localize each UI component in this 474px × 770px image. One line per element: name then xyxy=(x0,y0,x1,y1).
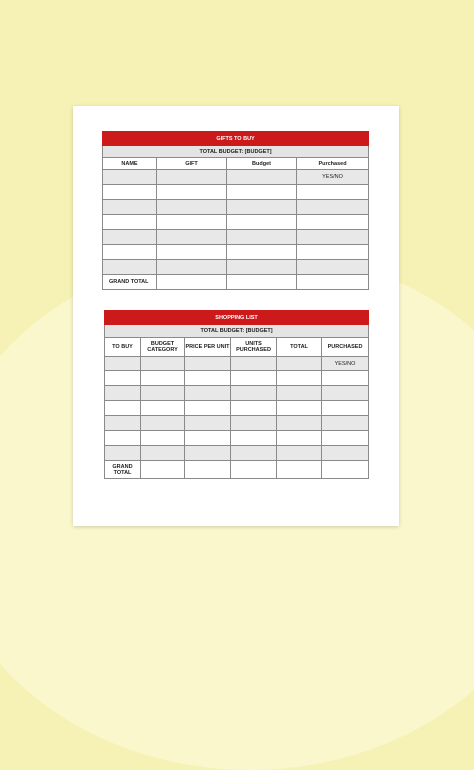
shopping-col-units-purchased: UNITS PURCHASED xyxy=(231,338,277,357)
shopping-cell[interactable] xyxy=(322,446,369,461)
shopping-cell[interactable] xyxy=(141,446,185,461)
gifts-col-purchased: Purchased xyxy=(297,158,369,170)
shopping-cell[interactable] xyxy=(105,371,141,386)
shopping-cell[interactable] xyxy=(185,401,231,416)
gifts-cell[interactable] xyxy=(227,245,297,260)
shopping-cell[interactable] xyxy=(185,371,231,386)
gifts-cell[interactable] xyxy=(297,230,369,245)
shopping-cell[interactable] xyxy=(277,401,322,416)
shopping-cell[interactable] xyxy=(231,371,277,386)
gifts-cell[interactable] xyxy=(297,260,369,275)
shopping-cell[interactable] xyxy=(231,401,277,416)
shopping-cell[interactable] xyxy=(141,357,185,371)
table-row xyxy=(103,170,369,185)
gifts-col-name: NAME xyxy=(103,158,157,170)
shopping-cell[interactable] xyxy=(322,401,369,416)
shopping-title: SHOPPING LIST xyxy=(105,311,369,325)
shopping-cell[interactable] xyxy=(185,386,231,401)
gifts-title: GIFTS TO BUY xyxy=(103,132,369,146)
shopping-col-purchased: PURCHASED xyxy=(322,338,369,357)
shopping-cell[interactable] xyxy=(231,461,277,479)
table-row xyxy=(105,386,369,401)
shopping-col-total: TOTAL xyxy=(277,338,322,357)
table-row xyxy=(103,260,369,275)
shopping-cell[interactable] xyxy=(322,416,369,431)
shopping-cell[interactable] xyxy=(231,431,277,446)
shopping-cell[interactable] xyxy=(277,416,322,431)
shopping-cell[interactable] xyxy=(322,371,369,386)
gifts-cell[interactable] xyxy=(157,230,227,245)
table-row xyxy=(105,416,369,431)
gifts-cell[interactable] xyxy=(157,275,227,290)
gifts-col-budget: Budget xyxy=(227,158,297,170)
shopping-cell[interactable] xyxy=(185,446,231,461)
table-row xyxy=(103,215,369,230)
shopping-cell[interactable] xyxy=(231,386,277,401)
gifts-cell[interactable] xyxy=(227,215,297,230)
shopping-cell[interactable] xyxy=(141,386,185,401)
gifts-cell[interactable] xyxy=(103,230,157,245)
table-row xyxy=(105,431,369,446)
shopping-cell[interactable] xyxy=(105,446,141,461)
gifts-cell[interactable] xyxy=(227,260,297,275)
gifts-cell[interactable] xyxy=(297,215,369,230)
table-row xyxy=(105,357,369,371)
shopping-cell[interactable] xyxy=(322,461,369,479)
gifts-cell[interactable] xyxy=(103,185,157,200)
table-row xyxy=(105,401,369,416)
table-row xyxy=(103,245,369,260)
shopping-cell[interactable] xyxy=(105,416,141,431)
gifts-cell[interactable] xyxy=(103,215,157,230)
shopping-cell[interactable] xyxy=(277,371,322,386)
shopping-cell[interactable] xyxy=(185,431,231,446)
shopping-cell[interactable] xyxy=(141,401,185,416)
gifts-cell[interactable] xyxy=(103,170,157,185)
shopping-cell[interactable] xyxy=(105,401,141,416)
shopping-cell[interactable] xyxy=(105,357,141,371)
gifts-cell[interactable] xyxy=(297,275,369,290)
gifts-cell[interactable] xyxy=(227,170,297,185)
shopping-cell[interactable] xyxy=(185,357,231,371)
gifts-cell[interactable] xyxy=(157,170,227,185)
shopping-col-price-per-unit: PRICE PER UNIT xyxy=(185,338,231,357)
shopping-cell[interactable] xyxy=(141,416,185,431)
shopping-cell[interactable] xyxy=(277,386,322,401)
shopping-total-budget: TOTAL BUDGET: [BUDGET] xyxy=(105,325,369,338)
shopping-cell[interactable] xyxy=(322,386,369,401)
shopping-cell[interactable] xyxy=(231,446,277,461)
gifts-cell[interactable] xyxy=(297,245,369,260)
gifts-grand-total-label: GRAND TOTAL xyxy=(103,275,157,290)
shopping-cell[interactable] xyxy=(141,461,185,479)
table-row xyxy=(105,446,369,461)
shopping-cell[interactable] xyxy=(141,371,185,386)
table-row xyxy=(103,200,369,215)
gifts-purchased-yesno[interactable]: YES/NO xyxy=(297,170,369,185)
shopping-purchased-yesno[interactable]: YES/NO xyxy=(322,357,369,371)
gifts-cell[interactable] xyxy=(157,260,227,275)
gifts-cell[interactable] xyxy=(227,200,297,215)
table-row xyxy=(103,230,369,245)
gifts-cell[interactable] xyxy=(157,200,227,215)
table-row xyxy=(103,185,369,200)
shopping-cell[interactable] xyxy=(231,416,277,431)
gifts-cell[interactable] xyxy=(103,245,157,260)
shopping-cell[interactable] xyxy=(105,431,141,446)
shopping-cell[interactable] xyxy=(185,461,231,479)
shopping-cell[interactable] xyxy=(185,416,231,431)
shopping-col-to-buy: TO BUY xyxy=(105,338,141,357)
table-row xyxy=(105,371,369,386)
gifts-cell[interactable] xyxy=(297,200,369,215)
planner-page xyxy=(73,106,399,526)
gifts-cell[interactable] xyxy=(103,200,157,215)
gifts-cell[interactable] xyxy=(227,275,297,290)
shopping-cell[interactable] xyxy=(231,357,277,371)
gifts-cell[interactable] xyxy=(227,230,297,245)
shopping-cell[interactable] xyxy=(277,431,322,446)
shopping-cell[interactable] xyxy=(277,357,322,371)
gifts-cell[interactable] xyxy=(157,245,227,260)
gifts-total-budget: TOTAL BUDGET: [BUDGET] xyxy=(103,146,369,158)
shopping-cell[interactable] xyxy=(322,431,369,446)
shopping-cell[interactable] xyxy=(277,461,322,479)
gifts-cell[interactable] xyxy=(157,185,227,200)
gifts-cell[interactable] xyxy=(103,260,157,275)
shopping-grand-total-label: GRAND TOTAL xyxy=(105,461,141,479)
gifts-cell[interactable] xyxy=(227,185,297,200)
shopping-cell[interactable] xyxy=(277,446,322,461)
shopping-table xyxy=(104,310,369,479)
shopping-cell[interactable] xyxy=(105,386,141,401)
gifts-table xyxy=(102,131,369,290)
gifts-cell[interactable] xyxy=(297,185,369,200)
shopping-col-budget-category: BUDGET CATEGORY xyxy=(141,338,185,357)
gifts-cell[interactable] xyxy=(157,215,227,230)
gifts-col-gift: GIFT xyxy=(157,158,227,170)
shopping-cell[interactable] xyxy=(141,431,185,446)
